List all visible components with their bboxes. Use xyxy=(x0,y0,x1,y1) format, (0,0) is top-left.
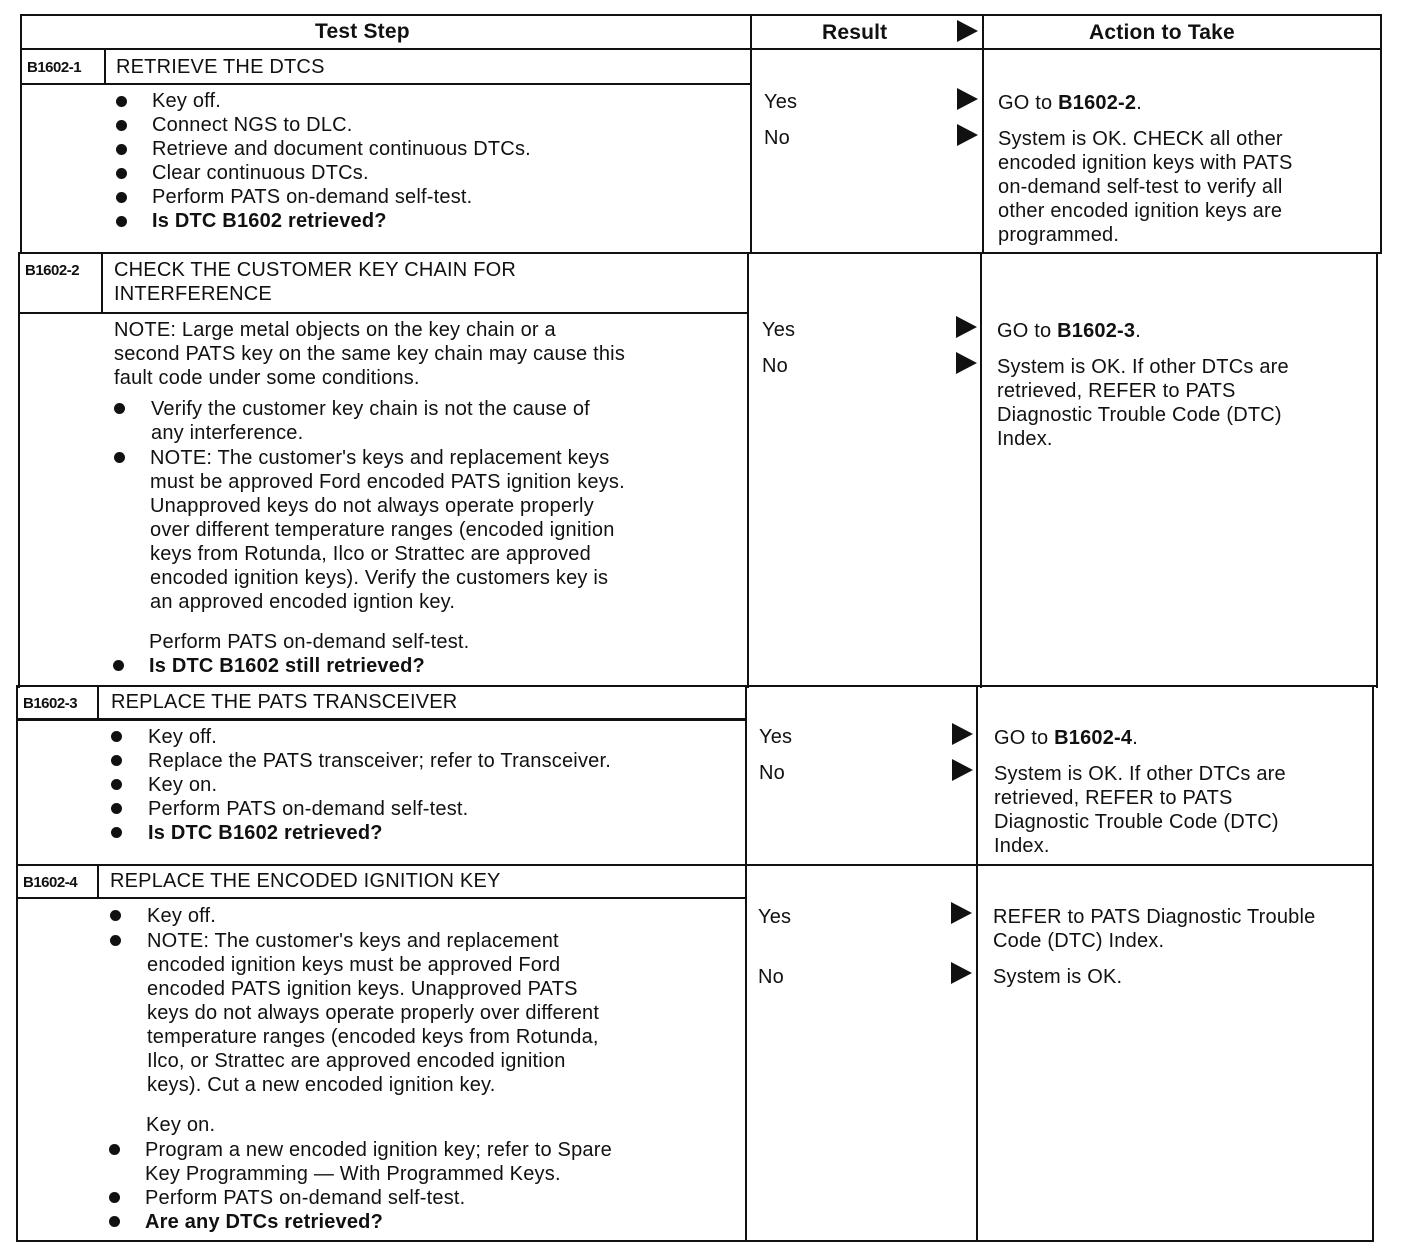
title-underline xyxy=(16,897,746,899)
instruction-line: keys from Rotunda, Ilco or Strattec are approved xyxy=(150,543,591,565)
step-id-divider xyxy=(97,865,99,899)
title-line: CHECK THE CUSTOMER KEY CHAIN FOR xyxy=(114,259,517,281)
instruction-note xyxy=(150,446,625,614)
arrow-icon xyxy=(956,352,977,374)
bullet-icon xyxy=(109,1192,120,1203)
title-underline xyxy=(20,83,750,85)
instruction-line: temperature ranges (encoded keys from Rotunda, xyxy=(147,1026,599,1048)
instruction-line: any interference. xyxy=(151,422,304,444)
table-border-top xyxy=(20,14,1382,16)
result-column-divider xyxy=(747,252,749,688)
step-question: Is DTC B1602 retrieved? xyxy=(148,822,383,844)
result-no: No xyxy=(762,355,788,377)
title-line: INTERFERENCE xyxy=(114,283,272,305)
bullet-icon xyxy=(113,660,124,671)
go-to-step-ref: B1602-2 xyxy=(1058,92,1137,114)
action-line: Code (DTC) Index. xyxy=(993,930,1165,952)
step-separator xyxy=(18,252,1380,254)
arrow-icon xyxy=(956,316,977,338)
instruction-line: Perform PATS on-demand self-test. xyxy=(145,1187,466,1209)
step-title: REPLACE THE PATS TRANSCEIVER xyxy=(111,691,458,713)
action-line: System is OK. CHECK all other xyxy=(998,128,1283,150)
instruction-line: Program a new encoded ignition key; refer to Spare xyxy=(145,1139,612,1161)
action-line: other encoded ignition keys are xyxy=(998,200,1283,222)
instruction-line: over different temperature ranges (encoded ignition xyxy=(150,519,615,541)
step-note xyxy=(114,318,625,390)
instruction-line: Clear continuous DTCs. xyxy=(152,162,369,184)
instruction-line: Verify the customer key chain is not the cause of xyxy=(151,398,590,420)
step-id-divider xyxy=(104,48,106,84)
step-id-divider xyxy=(97,686,99,720)
instruction-line: Key on. xyxy=(148,774,218,796)
step-question: Is DTC B1602 retrieved? xyxy=(152,210,387,232)
result-yes: Yes xyxy=(758,906,792,928)
instruction-line: Perform PATS on-demand self-test. xyxy=(152,186,473,208)
bullet-icon xyxy=(116,192,127,203)
bullet-icon xyxy=(116,216,127,227)
instruction-line: Perform PATS on-demand self-test. xyxy=(149,631,470,653)
instruction-line: Retrieve and document continuous DTCs. xyxy=(152,138,531,160)
table-border-left xyxy=(18,252,20,688)
arrow-icon xyxy=(952,759,973,781)
go-to-step-ref: B1602-3 xyxy=(1057,320,1136,342)
action-column-divider xyxy=(982,14,984,254)
header-action: Action to Take xyxy=(1089,21,1235,44)
arrow-icon xyxy=(951,962,972,984)
instruction-line: Key off. xyxy=(152,90,222,112)
table-border-bottom xyxy=(16,1240,1374,1242)
action-line: retrieved, REFER to PATS xyxy=(994,787,1233,809)
table-border-right xyxy=(1380,14,1382,254)
title-underline xyxy=(18,312,748,314)
action-line: REFER to PATS Diagnostic Trouble xyxy=(993,906,1316,928)
step-id: B1602-2 xyxy=(25,262,80,279)
action-line: retrieved, REFER to PATS xyxy=(997,380,1236,402)
action-line: programmed. xyxy=(998,224,1120,246)
note-line: fault code under some conditions. xyxy=(114,367,420,389)
bullet-icon xyxy=(114,452,125,463)
header-result: Result xyxy=(822,21,888,44)
step-separator xyxy=(16,685,1376,687)
instruction-line: encoded ignition keys must be approved Ford xyxy=(147,954,561,976)
result-no: No xyxy=(759,762,785,784)
bullet-icon xyxy=(114,403,125,414)
instruction-line: must be approved Ford encoded PATS ignition keys. xyxy=(150,471,625,493)
header-arrow-icon xyxy=(957,20,978,42)
bullet-icon xyxy=(111,731,122,742)
step-question: Are any DTCs retrieved? xyxy=(145,1211,384,1233)
action-yes xyxy=(993,905,1315,953)
result-yes: Yes xyxy=(759,726,793,748)
action-line: on-demand self-test to verify all xyxy=(998,176,1283,198)
instruction-line: NOTE: The customer's keys and replacement keys xyxy=(150,447,610,469)
action-line: Index. xyxy=(994,835,1050,857)
instruction-line: NOTE: The customer's keys and replacement xyxy=(147,930,559,952)
bullet-icon xyxy=(111,779,122,790)
step-instructions xyxy=(148,725,611,845)
arrow-icon xyxy=(957,88,978,110)
table-border-right xyxy=(1376,252,1378,688)
action-yes: GO to B1602-2. xyxy=(998,92,1142,114)
bullet-icon xyxy=(111,827,122,838)
bullet-icon xyxy=(116,96,127,107)
bullet-icon xyxy=(116,168,127,179)
action-column-divider xyxy=(976,686,978,1242)
bullet-icon xyxy=(111,755,122,766)
action-no xyxy=(997,355,1289,451)
header-bottom-rule xyxy=(20,48,1382,50)
step-instructions xyxy=(152,89,531,233)
step-title xyxy=(114,258,516,306)
step-question: Is DTC B1602 still retrieved? xyxy=(149,655,425,677)
instruction-line: keys). Cut a new encoded ignition key. xyxy=(147,1074,496,1096)
step-id-divider xyxy=(101,253,103,313)
instruction-line: Ilco, or Strattec are approved encoded ignition xyxy=(147,1050,566,1072)
action-line: Diagnostic Trouble Code (DTC) xyxy=(994,811,1279,833)
result-column-divider xyxy=(750,14,752,254)
instruction-line: encoded PATS ignition keys. Unapproved PATS xyxy=(147,978,578,1000)
action-no xyxy=(994,762,1286,858)
instruction-line: keys do not always operate properly over different xyxy=(147,1002,600,1024)
result-column-divider xyxy=(745,686,747,1242)
instruction-line: Key off. xyxy=(147,905,217,927)
note-line: NOTE: Large metal objects on the key chain or a xyxy=(114,319,556,341)
bullet-icon xyxy=(109,1216,120,1227)
table-border-left xyxy=(16,686,18,1242)
instruction-line: encoded ignition keys). Verify the customers key is xyxy=(150,567,609,589)
action-line: Index. xyxy=(997,428,1053,450)
arrow-icon xyxy=(952,723,973,745)
action-no: System is OK. xyxy=(993,966,1123,988)
bullet-icon xyxy=(109,1144,120,1155)
bullet-icon xyxy=(110,910,121,921)
result-yes: Yes xyxy=(764,91,798,113)
go-to-step-ref: B1602-4 xyxy=(1054,727,1133,749)
table-border-left xyxy=(20,14,22,254)
action-yes: GO to B1602-4. xyxy=(994,727,1138,749)
bullet-icon xyxy=(116,120,127,131)
title-underline xyxy=(16,718,746,721)
instruction-line: Key Programming — With Programmed Keys. xyxy=(145,1163,561,1185)
step-title: REPLACE THE ENCODED IGNITION KEY xyxy=(110,870,501,892)
instruction-line: Connect NGS to DLC. xyxy=(152,114,353,136)
action-line: System is OK. If other DTCs are xyxy=(997,356,1289,378)
action-no xyxy=(998,127,1293,247)
header-test-step: Test Step xyxy=(315,20,410,43)
instruction-line: Key on. xyxy=(146,1114,216,1136)
result-yes: Yes xyxy=(762,319,796,341)
step-id: B1602-4 xyxy=(23,874,78,891)
result-no: No xyxy=(758,966,784,988)
instruction-line: Replace the PATS transceiver; refer to Transceiver. xyxy=(148,750,611,772)
action-yes: GO to B1602-3. xyxy=(997,320,1141,342)
table-border-right xyxy=(1372,686,1374,1242)
bullet-icon xyxy=(110,935,121,946)
step-id: B1602-3 xyxy=(23,695,78,712)
instruction-line: Key off. xyxy=(148,726,218,748)
bullet-icon xyxy=(116,144,127,155)
instruction-line: Perform PATS on-demand self-test. xyxy=(148,798,469,820)
instruction-line: Unapproved keys do not always operate properly xyxy=(150,495,594,517)
action-line: encoded ignition keys with PATS xyxy=(998,152,1293,174)
arrow-icon xyxy=(957,124,978,146)
step-id: B1602-1 xyxy=(27,59,82,76)
action-line: Diagnostic Trouble Code (DTC) xyxy=(997,404,1282,426)
instruction-note xyxy=(147,929,599,1097)
step-separator xyxy=(16,864,1374,866)
action-column-divider xyxy=(980,252,982,688)
instruction xyxy=(151,397,590,445)
bullet-icon xyxy=(111,803,122,814)
arrow-icon xyxy=(951,902,972,924)
step-title: RETRIEVE THE DTCS xyxy=(116,56,325,78)
instruction xyxy=(145,1138,612,1186)
instruction-line: an approved encoded igntion key. xyxy=(150,591,456,613)
action-line: System is OK. If other DTCs are xyxy=(994,763,1286,785)
note-line: second PATS key on the same key chain may cause this xyxy=(114,343,626,365)
result-no: No xyxy=(764,127,790,149)
